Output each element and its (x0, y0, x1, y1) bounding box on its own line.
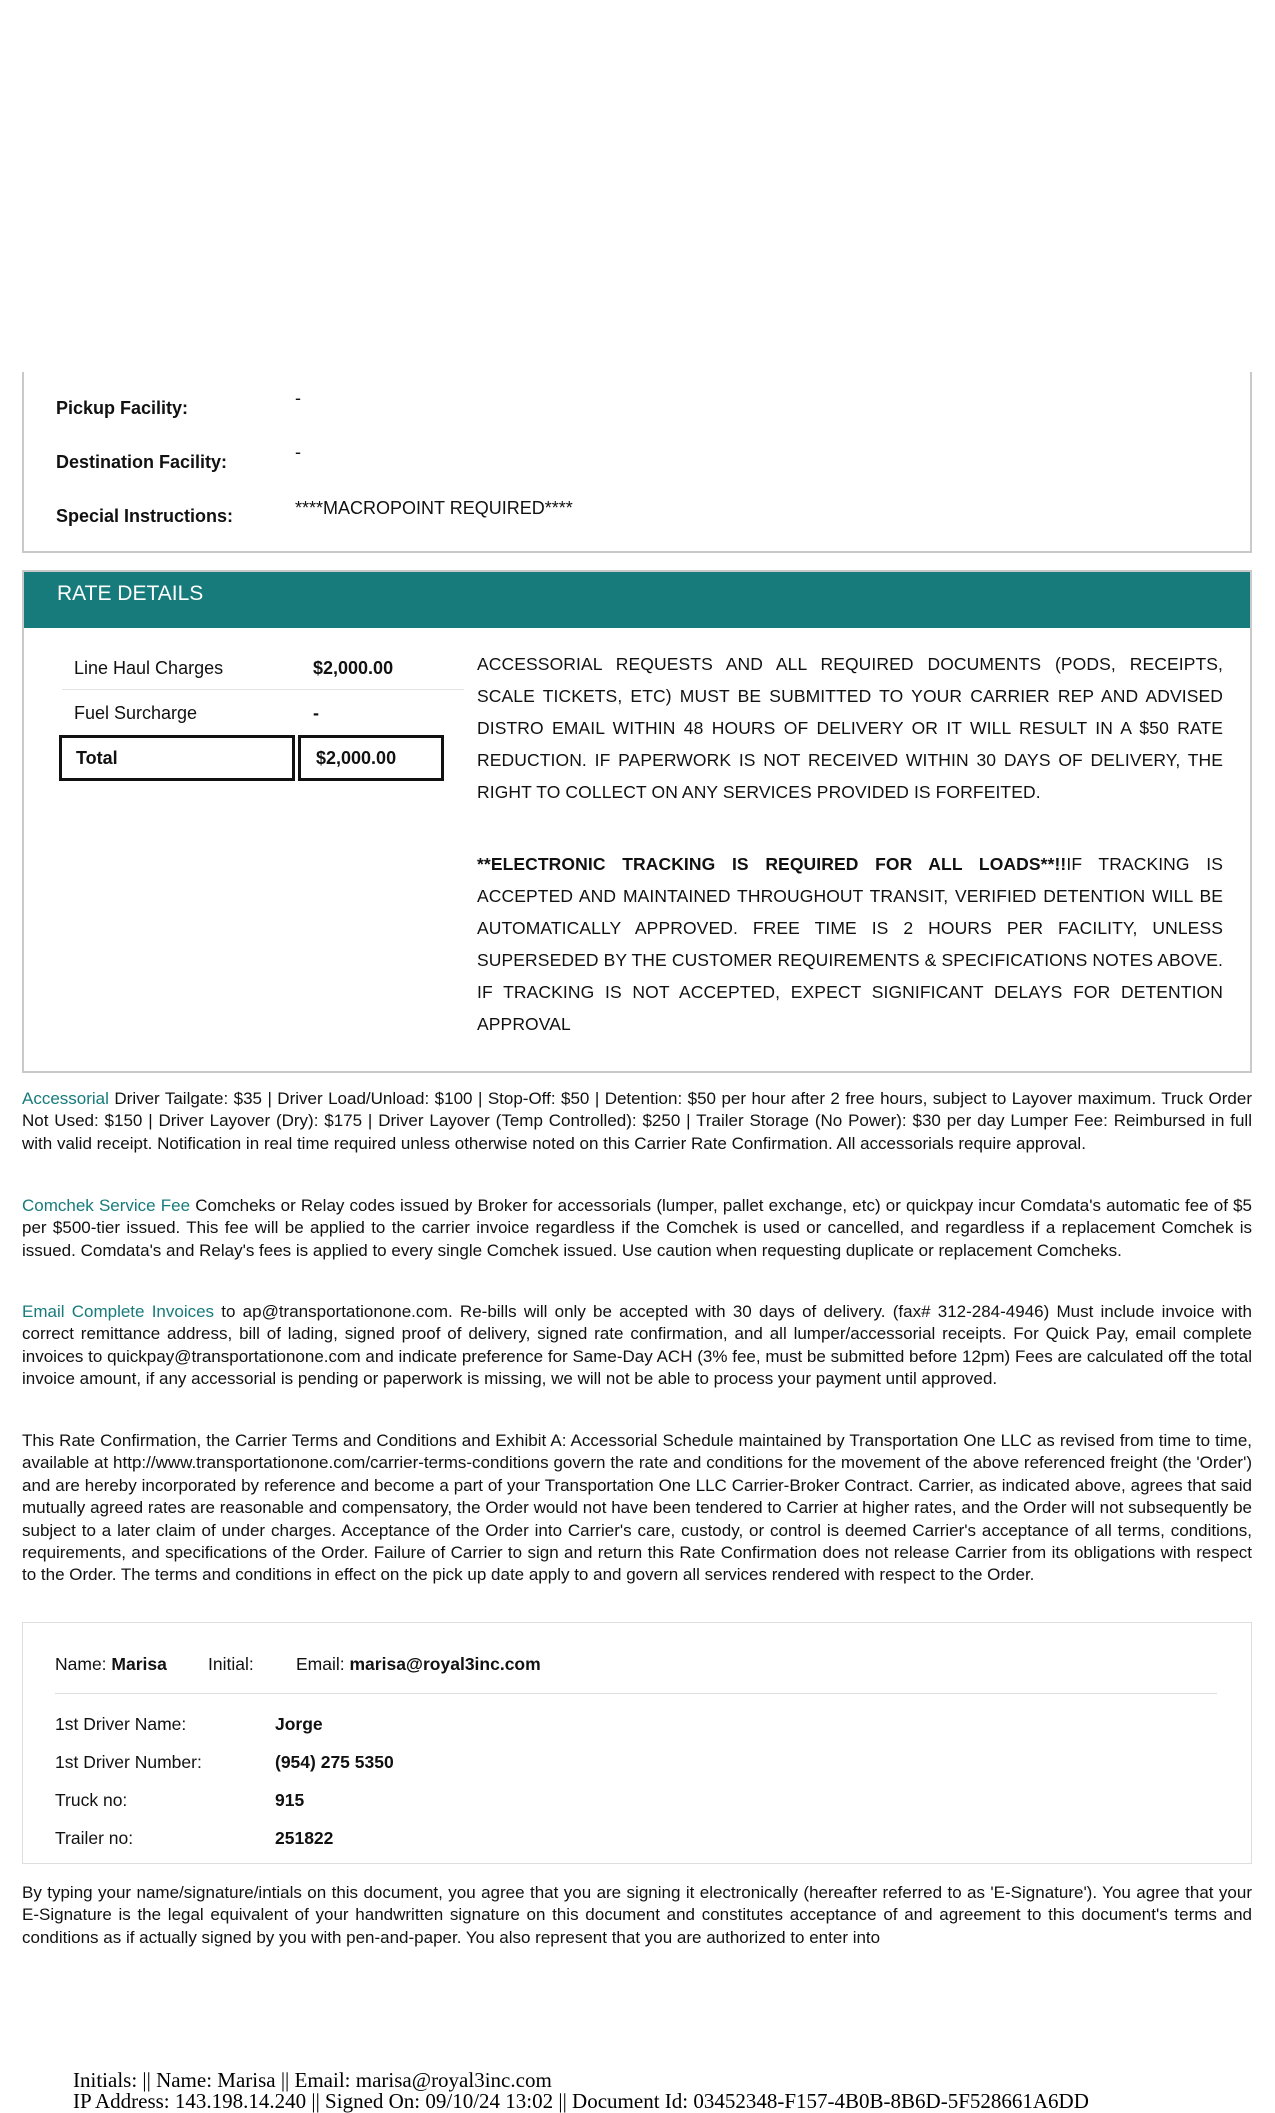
fuel-surcharge-label: Fuel Surcharge (74, 703, 198, 723)
driver-name-label: 1st Driver Name: (55, 1714, 187, 1734)
invoice-paragraph (22, 1301, 1252, 1391)
total-label: Total (76, 748, 118, 768)
truck-number-label: Truck no: (55, 1790, 128, 1810)
accessorial-text: Driver Tailgate: $35 | Driver Load/Unload: $100 | Stop-Off: $50 | Detention: $50 per hour after 2 free hours, subject to Layover maximum. Truck Order Not Used: $150 | Driver Layover (Dry): $175 | Driver Layover (Temp Controlled): $250 | Trailer Storage (No Power): $30 per day Lumper Fee: Reimbursed in full with valid receipt. Notification in real time required unless otherwise noted on this Carrier Rate Confirmation. All accessorials require approval. (22, 1089, 1252, 1153)
carrier-signature-section (22, 1622, 1252, 1864)
signature-divider (55, 1693, 1217, 1694)
rate-details-title: RATE DETAILS (57, 582, 204, 605)
pickup-facility-value: - (295, 388, 301, 408)
special-instructions-value: ****MACROPOINT REQUIRED**** (295, 498, 573, 518)
charge-divider (62, 689, 464, 690)
signer-email-value: marisa@royal3inc.com (349, 1654, 541, 1674)
signer-name (55, 1654, 167, 1675)
line-haul-label: Line Haul Charges (74, 658, 224, 678)
signer-initial-label: Initial: (208, 1654, 254, 1674)
tracking-notice-bold: **ELECTRONIC TRACKING IS REQUIRED FOR ALL LOADS**!! (477, 854, 1067, 874)
line-haul-value: $2,000.00 (313, 658, 394, 678)
truck-number-value: 915 (275, 1790, 305, 1810)
footer-document-line: IP Address: 143.198.14.240 || Signed On: 09/10/24 13:02 || Document Id: 03452348-F157-4B0B-8B6D-5F528661A6DD (73, 2089, 1089, 2113)
special-instructions-label: Special Instructions: (56, 506, 234, 526)
invoice-heading: Email Complete Invoices (22, 1302, 215, 1321)
comchek-paragraph (22, 1195, 1252, 1262)
pickup-facility-label: Pickup Facility: (56, 398, 189, 418)
trailer-number-value: 251822 (275, 1828, 334, 1848)
total-label-cell (59, 735, 295, 781)
rate-details-section (22, 570, 1252, 1073)
destination-facility-value: - (295, 442, 301, 462)
fuel-surcharge-value: - (313, 703, 319, 723)
facility-section (22, 372, 1252, 553)
driver-name-value: Jorge (275, 1714, 323, 1734)
esignature-paragraph: By typing your name/signature/intials on this document, you agree that you are signing it electronically (hereafter referred to as 'E-Signature'). You agree that your E-Signature is the legal equivalent of your handwritten signature on this document and constitutes acceptance of and agreement to this document's terms and conditions as if actually signed by you with pen-and-paper. You also represent that you are authorized to enter into (22, 1883, 1252, 1947)
signer-email (296, 1654, 541, 1675)
total-value: $2,000.00 (316, 748, 397, 768)
rate-details-header (24, 572, 1250, 628)
accessorial-heading: Accessorial (22, 1089, 109, 1108)
terms-paragraph: This Rate Confirmation, the Carrier Terms and Conditions and Exhibit A: Accessorial Schedule maintained by Transportation One LLC as revised from time to time, available at http://www.transportationone.com/carrier-terms-conditions govern the rate and conditions for the movement of the above referenced freight (the 'Order') and are hereby incorporated by reference and become a part of your Transportation One LLC Carrier-Broker Contract. Carrier, as indicated above, agrees that said mutually agreed rates are reasonable and compensatory, the Order would not have been tendered to Carrier at higher rates, and the Order will not subsequently be subject to a later claim of under charges. Acceptance of the Order into Carrier's care, custody, or control is deemed Carrier's acceptance of all terms, conditions, requirements, and specifications of the Order. Failure of Carrier to sign and return this Rate Confirmation does not release Carrier from its obligations with respect to the Order. The terms and conditions in effect on the pick up date apply to and govern all services rendered with respect to the Order. (22, 1431, 1252, 1585)
total-value-cell (298, 735, 444, 781)
destination-facility-label: Destination Facility: (56, 452, 228, 472)
accessorial-paragraph (22, 1088, 1252, 1155)
comchek-text: Comcheks or Relay codes issued by Broker for accessorials (lumper, pallet exchange, etc) or quickpay incur Comdata's automatic fee of $5 per $500-tier issued. This fee will be applied to the carrier invoice regardless if the Comchek is used or cancelled, and regardless if a replacement Comchek is issued. Comdata's and Relay's fees is applied to every single Comchek issued. Use caution when requesting duplicate or replacement Comcheks. (22, 1196, 1252, 1260)
driver-number-label: 1st Driver Number: (55, 1752, 202, 1772)
comchek-heading: Comchek Service Fee (22, 1196, 191, 1215)
signer-name-label: Name: (55, 1654, 107, 1674)
signer-email-label: Email: (296, 1654, 345, 1674)
trailer-number-label: Trailer no: (55, 1828, 134, 1848)
signer-name-value: Marisa (111, 1654, 167, 1674)
footer-signature-line: Initials: || Name: Marisa || Email: marisa@royal3inc.com (73, 2068, 552, 2092)
tracking-notice (477, 848, 1223, 1040)
document-deadline-notice: ACCESSORIAL REQUESTS AND ALL REQUIRED DOCUMENTS (PODS, RECEIPTS, SCALE TICKETS, ETC) MUST BE SUBMITTED TO YOUR CARRIER REP AND ADVISED DISTRO EMAIL WITHIN 48 HOURS OF DELIVERY OR IT WILL RESULT IN A $50 RATE REDUCTION. IF PAPERWORK IS NOT RECEIVED WITHIN 30 DAYS OF DELIVERY, THE RIGHT TO COLLECT ON ANY SERVICES PROVIDED IS FORFEITED. (477, 654, 1223, 802)
invoice-text: to ap@transportationone.com. Re-bills will only be accepted with 30 days of delivery. (fax# 312-284-4946) Must include invoice with correct remittance address, bill of lading, signed proof of delivery, signed rate confirmation, and all lumper/accessorial receipts. For Quick Pay, email complete invoices to quickpay@transportationone.com and indicate preference for Same-Day ACH (3% fee, must be submitted before 12pm) Fees are calculated off the total invoice amount, if any accessorial is pending or paperwork is missing, we will not be able to process your payment until approved. (22, 1302, 1252, 1389)
tracking-notice-text: IF TRACKING IS ACCEPTED AND MAINTAINED THROUGHOUT TRANSIT, VERIFIED DETENTION WILL BE AUTOMATICALLY APPROVED. FREE TIME IS 2 HOURS PER FACILITY, UNLESS SUPERSEDED BY THE CUSTOMER REQUIREMENTS & SPECIFICATIONS NOTES ABOVE. IF TRACKING IS NOT ACCEPTED, EXPECT SIGNIFICANT DELAYS FOR DETENTION APPROVAL (477, 854, 1223, 1034)
driver-number-value: (954) 275 5350 (275, 1752, 394, 1772)
